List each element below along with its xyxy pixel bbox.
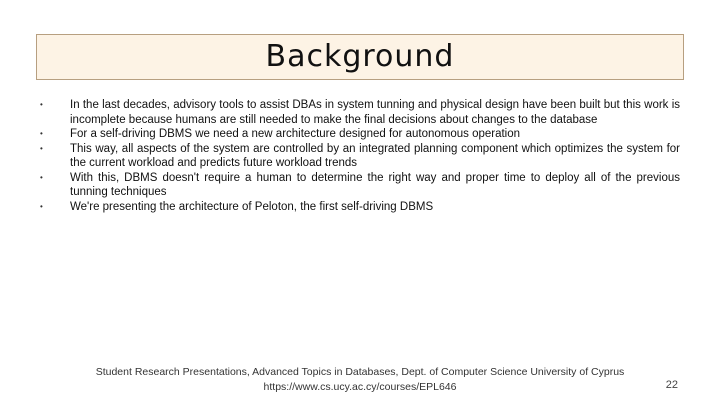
slide-footer <box>60 365 660 395</box>
bullet-item <box>40 127 680 142</box>
bullet-marker: • <box>40 172 43 182</box>
bullet-list <box>40 98 680 214</box>
page-number: 22 <box>665 379 678 391</box>
bullet-text: This way, all aspects of the system are controlled by an integrated planning component which optimizes the system for the current workload and predicts future workload trends <box>70 142 680 169</box>
bullet-item <box>40 98 680 127</box>
footer-course-info: Student Research Presentations, Advanced Topics in Databases, Dept. of Computer Science University of Cyprus <box>95 366 625 378</box>
slide-title: Background <box>265 39 455 74</box>
slide-title-box <box>36 34 684 80</box>
bullet-marker: • <box>40 129 43 138</box>
footer-course-url: https://www.cs.ucy.ac.cy/courses/EPL646 <box>263 381 457 393</box>
bullet-marker: • <box>40 201 43 211</box>
bullet-text: With this, DBMS doesn't require a human to determine the right way and proper time to deploy all of the previous tunning techniques <box>70 171 680 198</box>
bullet-item <box>40 142 680 171</box>
bullet-text: For a self-driving DBMS we need a new architecture designed for autonomous operation <box>70 128 521 140</box>
bullet-marker: • <box>40 100 43 109</box>
bullet-marker: • <box>40 143 43 153</box>
bullet-text: In the last decades, advisory tools to assist DBAs in system tunning and physical design have been built but this work is incomplete because humans are still needed to make the final decisions about changes to the database <box>70 99 680 126</box>
bullet-item <box>40 171 680 200</box>
bullet-item <box>40 200 680 215</box>
bullet-text: We're presenting the architecture of Peloton, the first self-driving DBMS <box>70 200 434 213</box>
